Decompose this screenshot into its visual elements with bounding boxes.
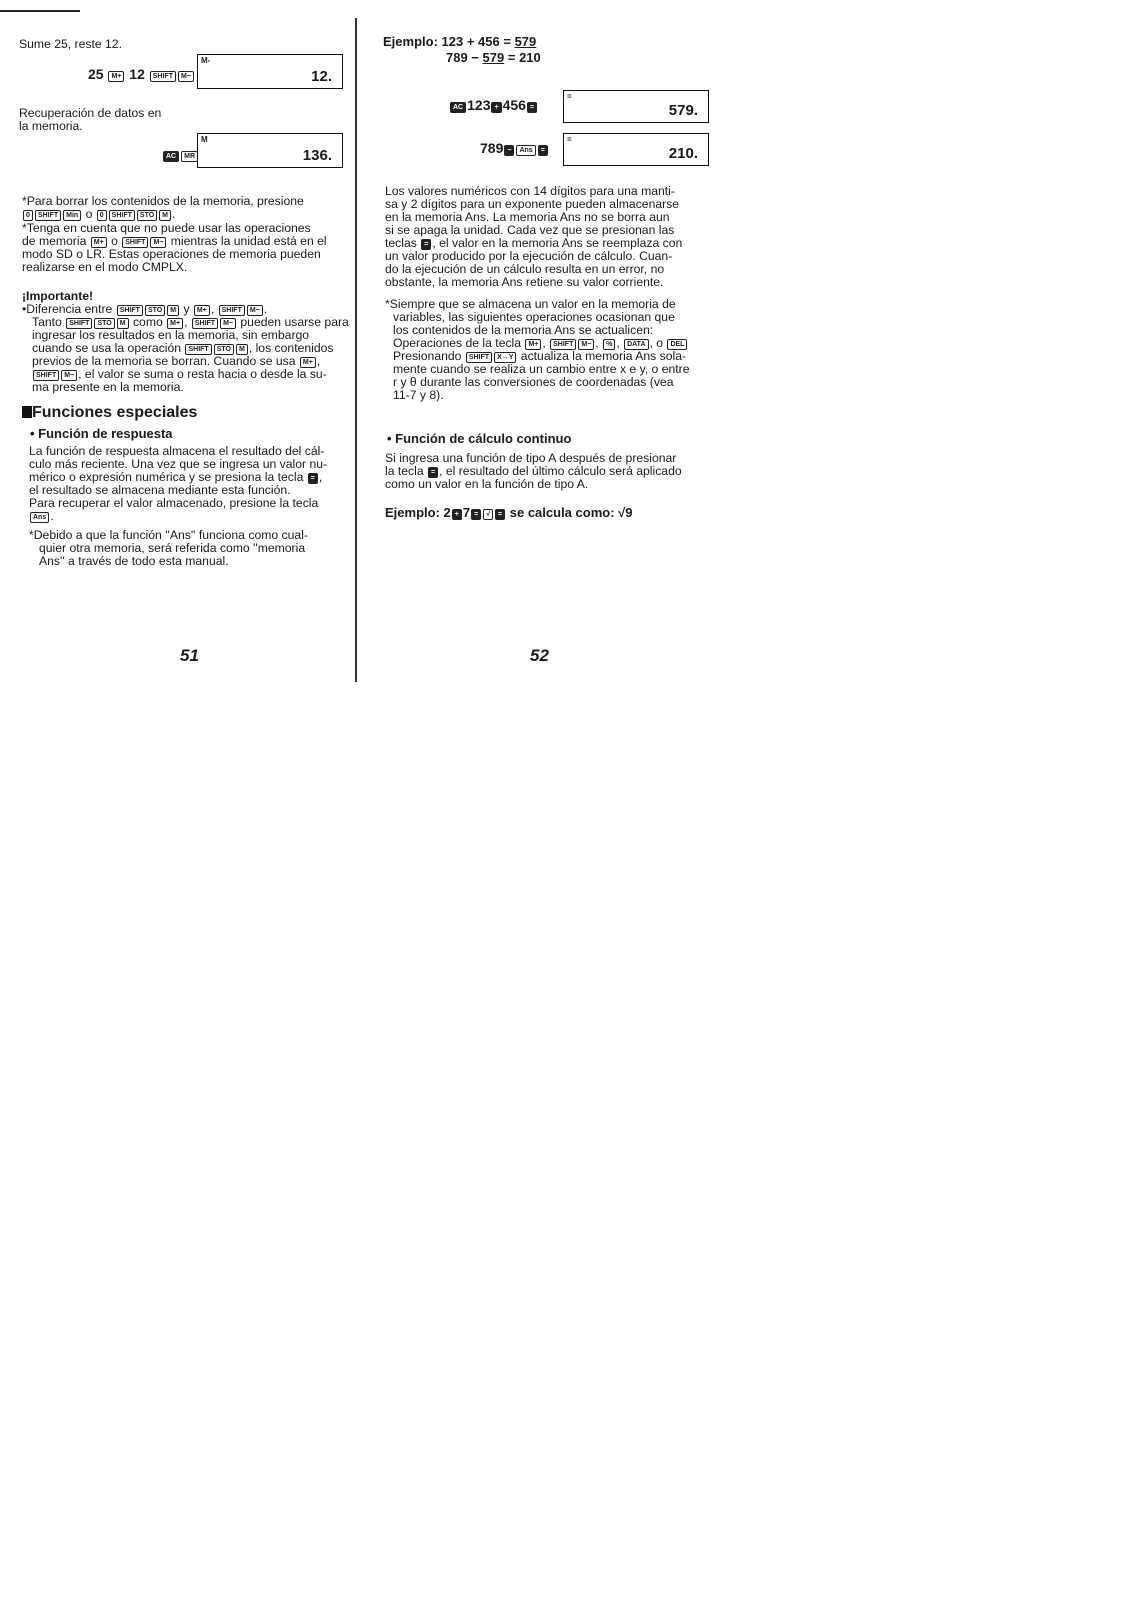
sto-key: STO — [137, 210, 157, 221]
section-title: Funciones especiales — [22, 404, 197, 422]
m-minus-key: M− — [220, 318, 236, 329]
zero-key: 0 — [97, 210, 107, 221]
equals-key: = — [428, 467, 438, 478]
lcd-display-3 — [563, 90, 709, 123]
minus-key: − — [504, 145, 514, 156]
lcd-indicator: = — [567, 92, 572, 101]
note-clear-memory: *Para borrar los contenidos de la memoria, presione 0 SHIFT Min o 0 SHIFT STO M . — [22, 194, 304, 221]
ac-key: AC — [163, 151, 179, 162]
equals-key: = — [538, 145, 548, 156]
m-key: M — [236, 344, 248, 355]
m-minus-key: M− — [178, 71, 194, 82]
del-key: DEL — [667, 339, 687, 350]
shift-key: SHIFT — [122, 237, 148, 248]
continuo-body: Si ingresa una función de tipo A después de presionar la tecla = , el resultado del último cálculo será aplicado como un valor en la función de tipo A. — [385, 451, 682, 491]
data-key: DATA — [624, 339, 648, 350]
shift-key: SHIFT — [219, 305, 245, 316]
lcd-value: 12. — [311, 68, 332, 85]
key-sequence-3: AC 123 + 456 = — [449, 97, 538, 113]
ans-key: Ans — [516, 145, 535, 156]
sto-key: STO — [145, 305, 165, 316]
shift-key: SHIFT — [66, 318, 92, 329]
key-sequence-1: 25 M+ 12 SHIFT M− — [88, 66, 195, 82]
shift-key: SHIFT — [550, 339, 576, 350]
m-plus-key: M+ — [91, 237, 107, 248]
intro-recall-1: Recuperación de datos en — [19, 106, 162, 120]
m-key: M — [167, 305, 179, 316]
importante-heading: ¡Importante! — [22, 289, 94, 303]
m-plus-key: M+ — [525, 339, 541, 350]
ans-update-note: *Siempre que se almacena un valor en la memoria de variables, las siguientes operaciones ocasionan que los contenidos de la memoria Ans se actualicen: Operaciones de la tecla M+ , SHIFT M− , % , DATA , o DEL Presionando SHIFT X↔Y actualiza la memoria Ans sola- mente cuando se realiza un cambio entre x e y, o entre r y θ durante las conversiones de coordenadas (vea 11-7 y 8). — [385, 297, 690, 402]
note-mode-restriction: *Tenga en cuenta que no puede usar las operaciones de memoria M+ o SHIFT M− mientras la unidad está en el modo SD o LR. Estas operaciones de memoria pueden realizarse en el modo CMPLX. — [22, 221, 327, 274]
ac-key: AC — [450, 102, 466, 113]
m-minus-key: M− — [247, 305, 263, 316]
m-key: M — [159, 210, 171, 221]
top-rule — [0, 10, 80, 12]
importante-body: •Diferencia entre SHIFT STO M y M+ , SHIFT M− . Tanto SHIFT STO M como M+ , SHIFT M− pueden usarse para ingresar los resultados en la memoria, sin embargo cuando se usa la operación SHIFT STO M , los contenidos previos de la memoria se borran. Cuando se usa M+ , SHIFT M− , el valor se suma o resta hacia o desde la su- ma presente en la memoria. — [22, 302, 349, 394]
shift-key: SHIFT — [109, 210, 135, 221]
respuesta-body: La función de respuesta almacena el resultado del cál- culo más reciente. Una vez que se ingresa un valor nu- mérico o expresión numérica y se presiona la tecla = , el resultado se almacena mediante esta función. Para recuperar el valor almacenado, presione la tecla Ans . *Debido a que la función ''Ans'' funciona como cual- quier otra memoria, será referida como ''memoria Ans'' a través de todo esta manual. — [29, 444, 328, 568]
equals-key: = — [308, 473, 318, 484]
sto-key: STO — [214, 344, 234, 355]
plus-key: + — [452, 509, 462, 520]
page-number-left: 51 — [180, 646, 199, 665]
ans-key: Ans — [30, 512, 49, 523]
m-plus-key: M+ — [194, 305, 210, 316]
mr-key: MR — [181, 151, 198, 162]
m-minus-key: M− — [150, 237, 166, 248]
center-spine — [355, 18, 357, 682]
min-key: Min — [63, 210, 81, 221]
m-minus-key: M− — [578, 339, 594, 350]
lcd-display-4 — [563, 133, 709, 166]
page-number-right: 52 — [530, 646, 549, 665]
square-bullet-icon — [22, 406, 32, 418]
equals-key: = — [471, 509, 481, 520]
lcd-indicator: M- — [201, 56, 211, 65]
intro-sum: Sume 25, reste 12. — [19, 37, 122, 51]
swap-xy-key: X↔Y — [494, 352, 516, 363]
intro-recall-2: la memoria. — [19, 119, 83, 133]
example-header: Ejemplo: 123 + 456 = 579 789 − 579 = 210 — [383, 34, 541, 65]
subtitle-continuo: • Función de cálculo continuo — [387, 431, 572, 446]
percent-key: % — [603, 339, 615, 350]
equals-key: = — [527, 102, 537, 113]
lcd-display-1 — [197, 54, 343, 89]
zero-key: 0 — [23, 210, 33, 221]
sqrt-key: √ — [483, 509, 493, 520]
m-plus-key: M+ — [167, 318, 183, 329]
lcd-indicator: M — [201, 135, 208, 144]
lcd-value: 136. — [302, 147, 332, 164]
shift-key: SHIFT — [117, 305, 143, 316]
lcd-indicator: = — [567, 135, 572, 144]
lcd-display-2 — [197, 133, 343, 168]
shift-key: SHIFT — [33, 370, 59, 381]
subtitle-respuesta: • Función de respuesta — [30, 426, 173, 441]
sto-key: STO — [94, 318, 114, 329]
m-key: M — [117, 318, 129, 329]
equals-key: = — [495, 509, 505, 520]
shift-key: SHIFT — [466, 352, 492, 363]
m-plus-key: M+ — [108, 71, 124, 82]
lcd-value: 579. — [668, 102, 698, 119]
key-sequence-2 — [162, 146, 199, 162]
shift-key: SHIFT — [192, 318, 218, 329]
shift-key: SHIFT — [35, 210, 61, 221]
shift-key: SHIFT — [150, 71, 176, 82]
example-2: Ejemplo: 2 + 7 = √ = se calcula como: √9 — [385, 505, 633, 520]
m-plus-key: M+ — [300, 357, 316, 368]
equals-key: = — [421, 239, 431, 250]
key-sequence-4: 789 − Ans = — [480, 140, 549, 156]
shift-key: SHIFT — [185, 344, 211, 355]
ans-memory-paragraph: Los valores numéricos con 14 dígitos para una manti- sa y 2 dígitos para un exponente pueden almacenarse en la memoria Ans. La memoria Ans no se borra aun si se apaga la unidad. Cada vez que se presionan las teclas = , el valor en la memoria Ans se reemplaza con un valor producido por la ejecución de cálculo. Cuan- do la ejecución de un cálculo resulta en un error, no obstante, la memoria Ans retiene su valor corriente. — [385, 184, 683, 289]
plus-key: + — [491, 102, 501, 113]
lcd-value: 210. — [668, 145, 698, 162]
m-minus-key: M− — [61, 370, 77, 381]
